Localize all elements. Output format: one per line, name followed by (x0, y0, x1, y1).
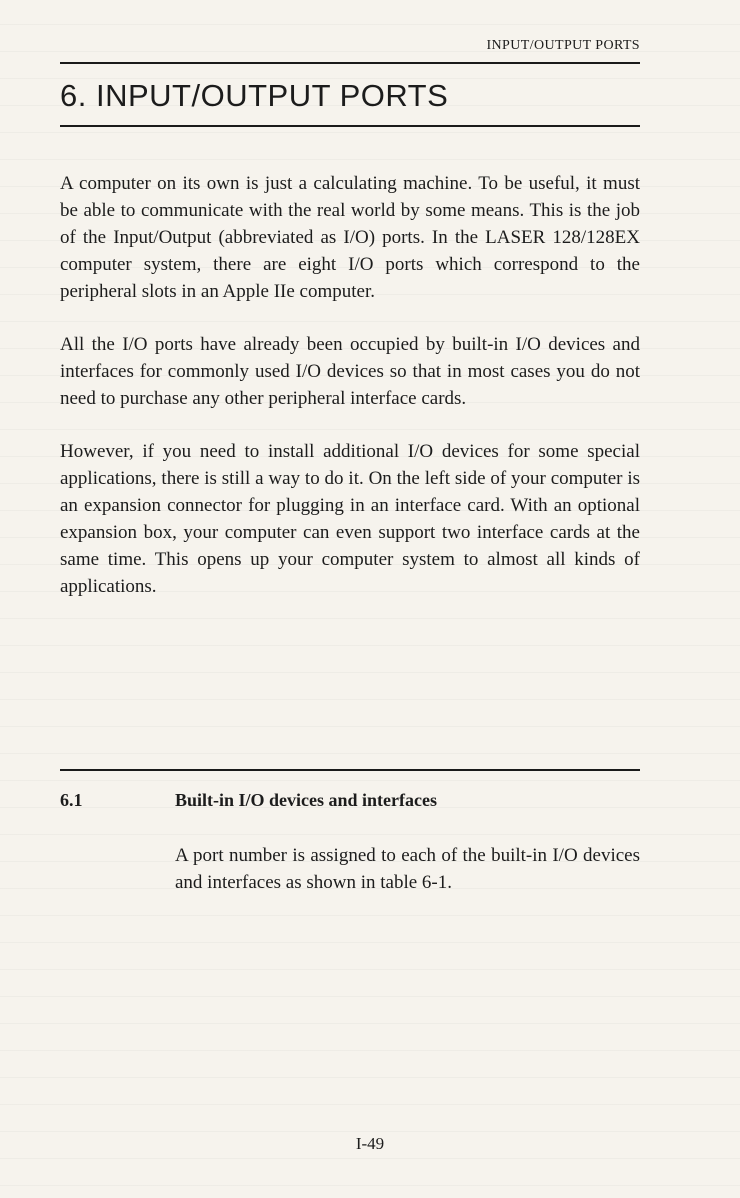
paragraph: A computer on its own is just a calculating machine. To be useful, it must be able to communicate with the real world by some means. This is the job of the Input/Output (abbreviated as I/O) ports. In the LASER 128/128EX computer system, there are eight I/O ports which correspond to the peripheral slots in an Apple IIe computer. (60, 173, 640, 302)
paragraph: However, if you need to install additional I/O devices for some special applications, there is still a way to do it. On the left side of your computer is an expansion connector for plugging in an interface card. With an optional expansion box, your computer can even support two interface cards at the same time. This opens up your computer system to almost all kinds of applications. (60, 441, 640, 597)
section-rule (60, 769, 640, 771)
section-title: Built-in I/O devices and interfaces (175, 790, 437, 810)
intro-paragraphs (60, 170, 640, 626)
chapter-title: 6. INPUT/OUTPUT PORTS (60, 78, 449, 113)
section-number: 6.1 (60, 790, 83, 810)
title-rule (60, 125, 640, 127)
paragraph: All the I/O ports have already been occupied by built-in I/O devices and interfaces for commonly used I/O devices so that in most cases you do not need to purchase any other peripheral interface cards. (60, 334, 640, 409)
page-number: I-49 (355, 1134, 385, 1153)
header-rule (60, 62, 640, 64)
section-body: A port number is assigned to each of the built-in I/O devices and interfaces as shown in table 6-1. (175, 845, 640, 893)
running-header: INPUT/OUTPUT PORTS (486, 38, 640, 53)
